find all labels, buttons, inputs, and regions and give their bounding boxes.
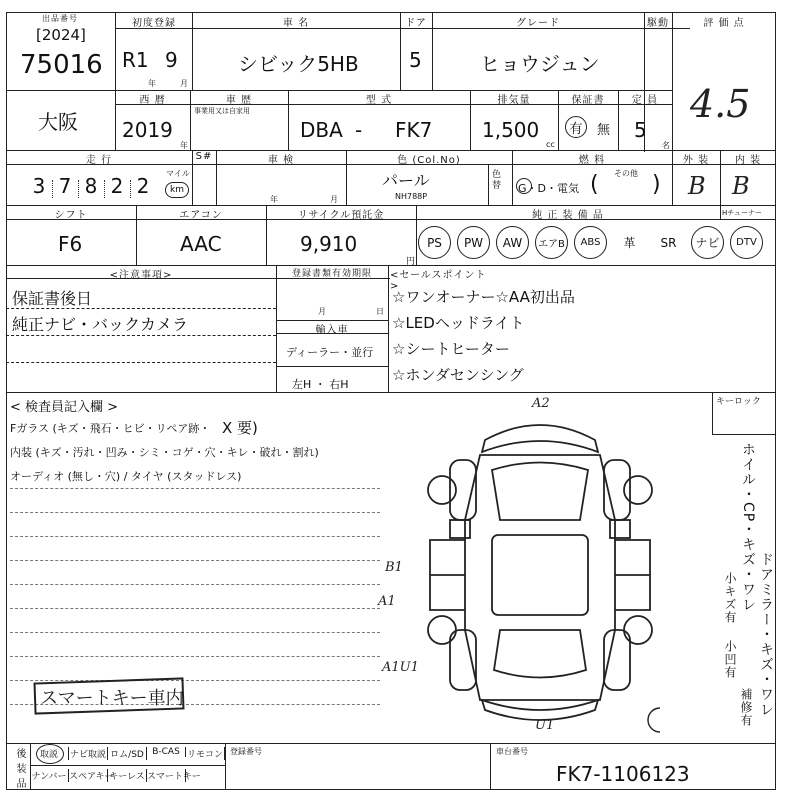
mark-a1: A1 — [378, 594, 396, 609]
region: 大阪 — [38, 110, 78, 134]
capacity-unit: 名 — [662, 141, 670, 150]
sno-label: S# — [195, 151, 213, 162]
interior-label: 内 装 — [734, 155, 762, 166]
reg-month: 月 — [318, 307, 326, 316]
fuel-options: G・D・電気 — [518, 182, 579, 195]
aftermarket-label: 後 装 品 — [14, 748, 25, 790]
lot-number: 75016 — [20, 50, 103, 80]
ruled-line — [10, 560, 380, 561]
equipment-item: PS — [418, 226, 451, 259]
exterior-label: 外 装 — [682, 155, 710, 166]
side-note-3: 小凹有 — [723, 640, 737, 679]
drive-label: 駆動 — [647, 18, 669, 29]
model-code: FK7 — [395, 118, 433, 142]
ruled-line — [10, 512, 380, 513]
tuner-label: Hチューナー — [722, 209, 763, 217]
equipment-item: PW — [457, 226, 490, 259]
caution-line-2: 純正ナビ・バックカメラ — [12, 315, 189, 334]
model-prefix: DBA — [300, 118, 343, 142]
interior-line: 内装 (キズ・汚れ・凹み・シミ・コゲ・穴・キレ・破れ・割れ) — [10, 446, 319, 459]
mark-u1: U1 — [535, 718, 555, 733]
mileage-digit: 8 — [84, 174, 98, 198]
aftermarket-item: 取説 — [30, 747, 69, 760]
model-label: 型 式 — [365, 95, 393, 106]
mileage-digit: 2 — [110, 174, 124, 198]
aftermarket-item: スペアキー — [69, 769, 108, 782]
mileage-digit: 7 — [58, 174, 72, 198]
model-dash: - — [355, 118, 363, 142]
smart-key-text: スマートキー車内 — [40, 688, 184, 709]
color: パール — [382, 171, 430, 190]
sales-label: <セールスポイント> — [390, 270, 487, 292]
aftermarket-item: ロム/SD — [108, 747, 147, 760]
first-reg-label: 初度登録 — [132, 18, 176, 29]
manual-circle — [36, 744, 64, 764]
equipment-item: AW — [496, 226, 529, 259]
equipment-item: SR — [660, 235, 677, 250]
auction-year: [2024] — [36, 26, 86, 44]
reg-year-unit: 年 — [180, 141, 188, 150]
fuel-other: その他 — [614, 169, 638, 178]
equipment-list — [418, 222, 776, 262]
fuel-paren-close: ) — [652, 172, 661, 197]
shift: F6 — [58, 232, 83, 256]
sales-point-3: ☆シートヒーター — [392, 340, 510, 358]
import-type: ディーラー・並行 — [286, 346, 374, 359]
interior-grade: B — [732, 172, 750, 200]
ruled-line — [10, 488, 380, 489]
ruled-line — [10, 608, 380, 609]
history-label: 車 歴 — [225, 95, 253, 106]
equipment-item: ナビ — [691, 226, 724, 259]
reg-year: 2019 — [122, 118, 173, 142]
import-label: 輸入車 — [315, 325, 349, 336]
audio-line: オーディオ (無し・穴) / タイヤ (スタッドレス) — [10, 470, 242, 483]
displacement-unit: cc — [546, 140, 555, 149]
caution-line-1: 保証書後日 — [12, 289, 93, 308]
ac-label: エアコン — [179, 210, 223, 221]
warranty-yes: 有 — [565, 116, 587, 138]
mileage-digits — [28, 174, 160, 200]
color-change-label: 色替 — [492, 170, 502, 191]
inspector-title: < 検査員記入欄 > — [10, 400, 119, 415]
mileage-separator — [130, 180, 131, 198]
glass-mark: X 要) — [222, 419, 258, 437]
ruled-line — [10, 632, 380, 633]
fuel-label: 燃 料 — [578, 155, 606, 166]
exterior-grade: B — [688, 172, 706, 200]
car-name-label: 車 名 — [282, 18, 310, 29]
car-name: シビック5HB — [238, 52, 359, 76]
sales-point-4: ☆ホンダセンシング — [392, 366, 524, 384]
fuel-paren: ( — [590, 172, 599, 197]
first-reg-era: R1 — [122, 48, 149, 72]
seireki-label: 西 暦 — [139, 95, 166, 106]
inspection-year-unit: 年 — [270, 195, 278, 204]
warranty-label: 保証書 — [571, 95, 605, 106]
inspection-label: 車 検 — [267, 155, 295, 166]
mileage-separator — [104, 180, 105, 198]
mark-a2: A2 — [532, 396, 550, 411]
eval-label: 評 価 点 — [703, 18, 745, 29]
month-unit: 月 — [180, 79, 188, 88]
mark-a1u1: A1U1 — [382, 660, 419, 675]
mileage-separator — [78, 180, 79, 198]
sales-point-1: ☆ワンオーナー☆AA初出品 — [392, 288, 575, 306]
sales-point-2: ☆LEDヘッドライト — [392, 314, 525, 332]
door-label: ドア — [405, 18, 427, 29]
equipment-item: DTV — [730, 226, 763, 259]
aftermarket-items — [30, 743, 225, 790]
aftermarket-divider — [30, 765, 225, 766]
equipment-item: エアB — [535, 226, 568, 259]
color-label: 色 (Col.No) — [397, 155, 461, 166]
reg-number-label: 登録番号 — [230, 747, 262, 756]
equipment-label: 純 正 装 備 品 — [532, 210, 604, 221]
doors: 5 — [409, 48, 422, 72]
inspection-month-unit: 月 — [330, 195, 338, 204]
mileage-unit-km: km — [165, 182, 189, 198]
handle-side: 左H ・ 右H — [292, 378, 349, 391]
aftermarket-item: キーレス — [108, 769, 147, 782]
displacement: 1,500 — [482, 118, 540, 142]
side-note-2: 小キズ有 — [723, 572, 737, 624]
fuel-g-circle — [516, 178, 532, 194]
first-reg-month: 9 — [165, 48, 178, 72]
recycle-unit: 円 — [406, 257, 416, 267]
aftermarket-item: ナビ取説 — [69, 747, 108, 760]
chassis-number: FK7-1106123 — [556, 762, 690, 786]
aftermarket-item: ナンバー — [30, 769, 69, 782]
reg-expiry-label: 登録書類有効期限 — [291, 269, 372, 279]
year-unit: 年 — [148, 79, 156, 88]
equipment-item: ABS — [574, 226, 607, 259]
chassis-label: 車台番号 — [496, 747, 528, 756]
recycle-label: リサイクル預託金 — [297, 210, 385, 221]
eval-score: 4.5 — [690, 82, 751, 126]
ruled-line — [10, 656, 380, 657]
color-code: NH788P — [395, 192, 428, 201]
mark-b1: B1 — [385, 560, 403, 575]
venue-label: 出品番号 — [42, 14, 78, 23]
shift-label: シフト — [54, 210, 88, 221]
key-lock-label: キーロック — [716, 397, 761, 407]
aftermarket-item: スマートキー — [147, 769, 186, 782]
history-sub: 事業用又は自家用 — [194, 107, 250, 115]
grade-label: グレード — [516, 18, 560, 29]
ruled-line — [10, 536, 380, 537]
equipment-item: 革 — [623, 236, 636, 250]
capacity: 5 — [634, 118, 647, 142]
glass-line: Fガラス (キズ・飛石・ヒビ・リペア跡・ — [10, 422, 211, 435]
recycle: 9,910 — [300, 232, 358, 256]
mileage-unit-mile: マイル — [166, 169, 190, 178]
caution-label: <注意事項> — [109, 270, 173, 281]
mileage-digit: 3 — [32, 174, 46, 198]
capacity-label: 定 員 — [631, 95, 659, 106]
car-damage-diagram — [420, 400, 660, 740]
side-note-5: 補修有 — [739, 688, 753, 727]
mileage-separator — [52, 180, 53, 198]
grade: ヒョウジュン — [480, 52, 600, 76]
aftermarket-item: B-CAS — [147, 747, 186, 757]
warranty-no: 無 — [597, 123, 611, 138]
ruled-line — [10, 584, 380, 585]
side-note-1: ホイル・CP・キズ・ワレ — [740, 442, 756, 613]
displacement-label: 排気量 — [497, 95, 531, 106]
aftermarket-item: リモコン — [186, 747, 225, 760]
mileage-label: 走 行 — [85, 155, 113, 166]
ac: AAC — [180, 232, 222, 256]
mileage-digit: 2 — [136, 174, 150, 198]
reg-day: 日 — [376, 307, 384, 316]
side-note-4: ドアミラー・キズ・ワレ — [758, 552, 774, 717]
